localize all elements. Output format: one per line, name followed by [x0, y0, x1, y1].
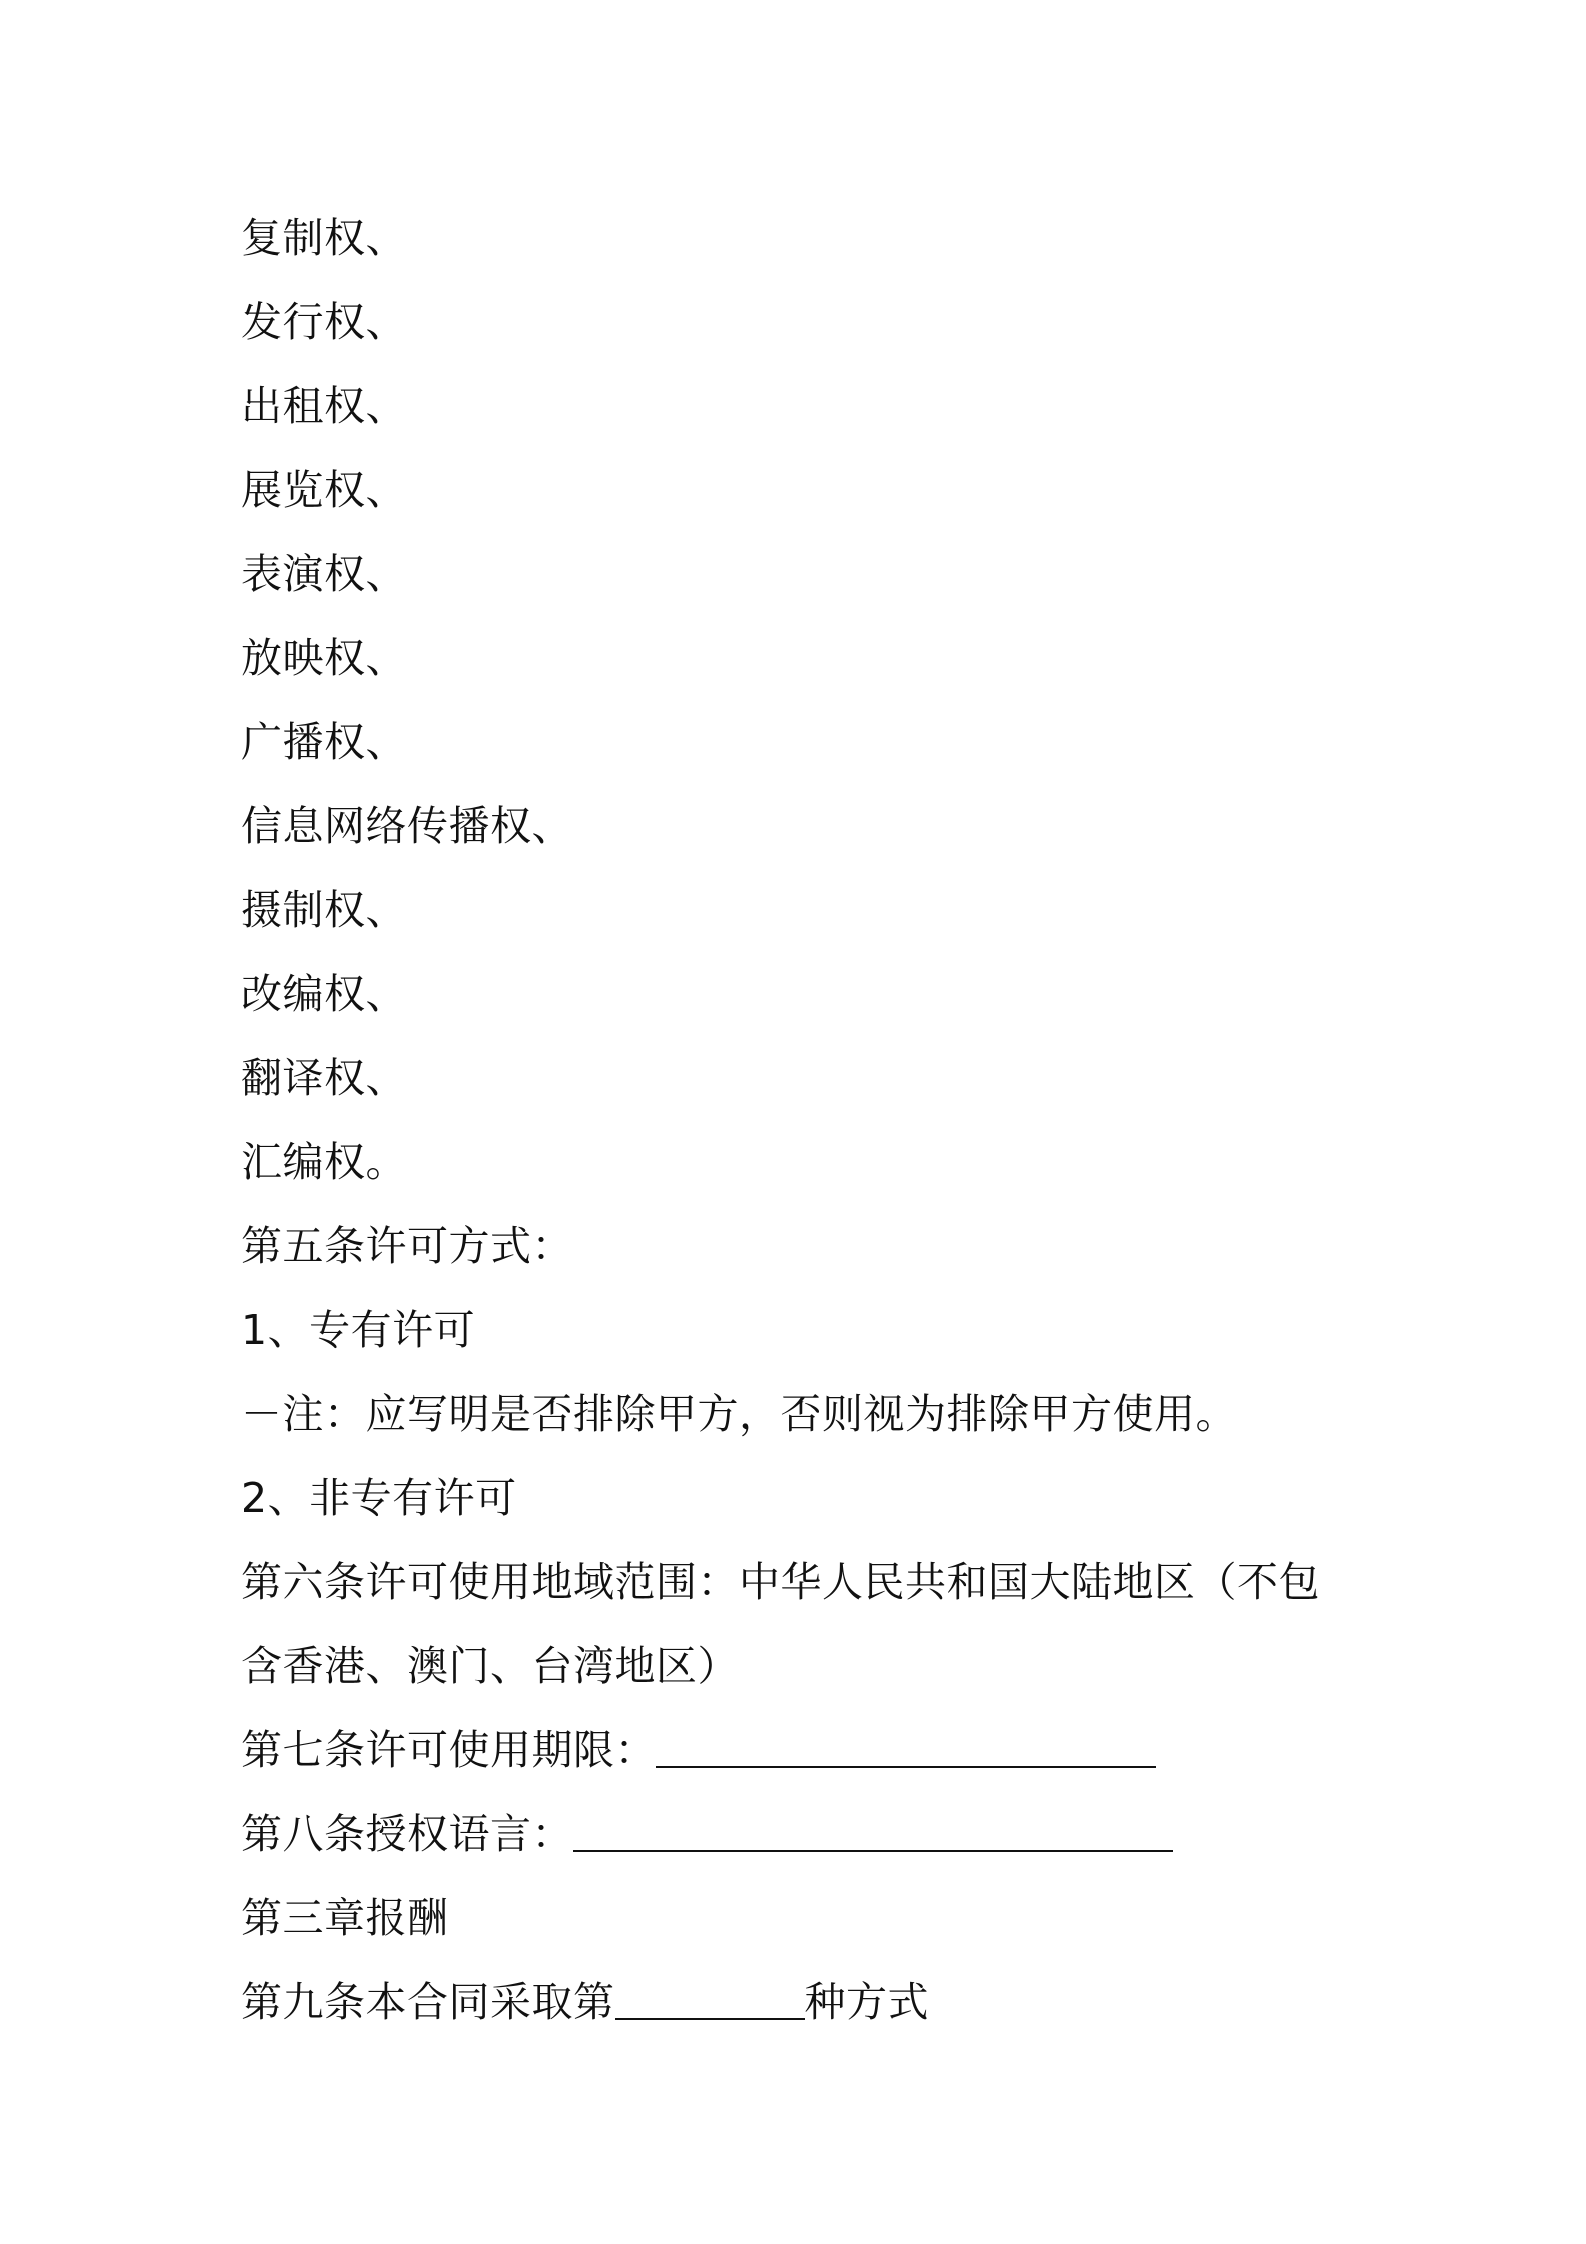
right-exhibition: 展览权、: [241, 466, 407, 514]
right-compilation: 汇编权。: [241, 1138, 407, 1186]
article-9-suffix: 种方式: [804, 1978, 929, 2026]
right-filming: 摄制权、: [241, 886, 407, 934]
article-7-term: [241, 1708, 1371, 1792]
right-translation: 翻译权、: [241, 1054, 407, 1102]
method-blank-field[interactable]: [615, 1984, 805, 2020]
article-7-label: 第七条许可使用期限：: [241, 1726, 656, 1774]
article-6-line-2: 含香港、澳门、台湾地区）: [241, 1642, 739, 1690]
right-broadcast: 广播权、: [241, 718, 407, 766]
right-performance: 表演权、: [241, 550, 407, 598]
language-blank-field[interactable]: [573, 1816, 1173, 1852]
right-adaptation: 改编权、: [241, 970, 407, 1018]
chapter-3-heading: 第三章报酬: [241, 1894, 449, 1942]
article-5-heading: 第五条许可方式：: [241, 1222, 573, 1270]
article-9: [241, 1960, 1371, 2044]
exclusive-license: 1、专有许可: [241, 1306, 476, 1354]
term-blank-field[interactable]: [656, 1732, 1156, 1768]
right-distribution: 发行权、: [241, 298, 407, 346]
article-8-label: 第八条授权语言：: [241, 1810, 573, 1858]
article-9-prefix: 第九条本合同采取第: [241, 1978, 615, 2026]
right-copy: 复制权、: [241, 214, 407, 262]
right-screening: 放映权、: [241, 634, 407, 682]
right-rental: 出租权、: [241, 382, 407, 430]
document-body: [241, 196, 1371, 2044]
exclusive-license-note: －注：应写明是否排除甲方，否则视为排除甲方使用。: [241, 1390, 1237, 1438]
right-network-dissemination: 信息网络传播权、: [241, 802, 573, 850]
article-6-line-1: 第六条许可使用地域范围：中华人民共和国大陆地区（不包: [241, 1558, 1320, 1606]
article-8-language: [241, 1792, 1371, 1876]
non-exclusive-license: 2、非专有许可: [241, 1474, 517, 1522]
